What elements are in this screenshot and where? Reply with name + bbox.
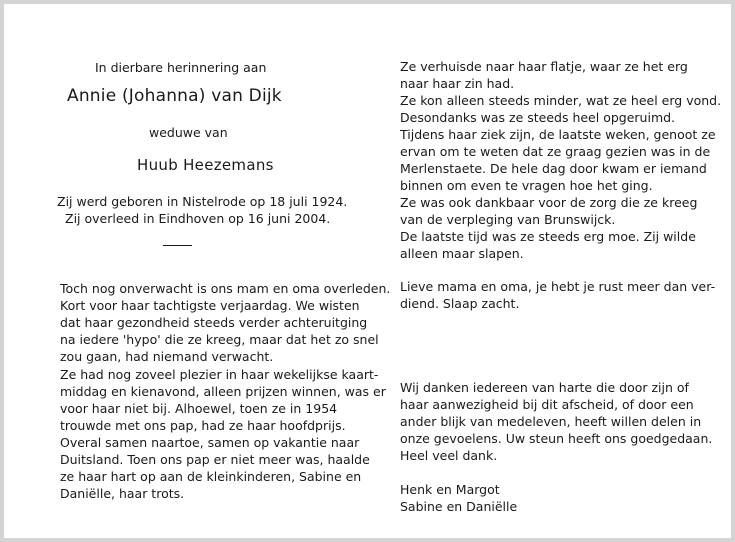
- right-page: [368, 4, 731, 538]
- text-line: diend. Slaap zacht.: [400, 296, 520, 311]
- text-line: zou gaan, had niemand verwacht.: [60, 349, 274, 364]
- text-line: Ze was ook dankbaar voor de zorg die ze kreeg: [400, 195, 698, 210]
- widow-of-line: weduwe van: [149, 125, 228, 140]
- intro-line: In dierbare herinnering aan: [95, 60, 267, 75]
- text-line: Heel veel dank.: [400, 448, 498, 463]
- text-line: dat haar gezondheid steeds verder achteruitging: [60, 315, 368, 330]
- text-line: Lieve mama en oma, je hebt je rust meer dan ver-: [400, 279, 716, 294]
- text-line: Daniëlle, haar trots.: [60, 486, 185, 501]
- signature-block: [400, 481, 517, 515]
- text-line: Ze verhuisde naar haar flatje, waar ze het erg: [400, 59, 688, 74]
- text-line: Ze kon alleen steeds minder, wat ze heel erg vond.: [400, 93, 722, 108]
- birth-line: Zij werd geboren in Nistelrode op 18 juli 1924.: [57, 194, 348, 209]
- text-line: voor haar niet bij. Alhoewel, toen ze in 1954: [60, 401, 338, 416]
- paragraph-farewell: [400, 278, 715, 312]
- text-line: na iedere 'hypo' die ze kreeg, maar dat het zo snel: [60, 332, 379, 347]
- signature-line: Henk en Margot: [400, 482, 500, 497]
- text-line: middag en kienavond, alleen prijzen winnen, was er: [60, 384, 386, 399]
- text-line: ze haar hart op aan de kleinkinderen, Sabine en: [60, 469, 362, 484]
- text-line: van de verpleging van Brunswijck.: [400, 212, 616, 227]
- text-line: haar aanwezigheid bij dit afscheid, of door een: [400, 397, 694, 412]
- signature-line: Sabine en Daniëlle: [400, 499, 518, 514]
- memorial-card: [4, 4, 731, 538]
- text-line: Wij danken iedereen van harte die door zijn of: [400, 380, 689, 395]
- husband-name: Huub Heezemans: [137, 156, 274, 174]
- text-line: Desondanks was ze steeds heel opgeruimd.: [400, 110, 676, 125]
- text-line: ander blijk van medeleven, heeft willen delen in: [400, 414, 702, 429]
- paragraph-thanks: [400, 379, 712, 464]
- text-line: binnen om even te vragen hoe het ging.: [400, 178, 653, 193]
- text-line: Overal samen naartoe, samen op vakantie naar: [60, 435, 360, 450]
- text-line: Ze had nog zoveel plezier in haar wekelijkse kaart-: [60, 367, 379, 382]
- text-line: Kort voor haar tachtigste verjaardag. We wisten: [60, 298, 360, 313]
- text-line: ervan om te weten dat ze graag gezien was in de: [400, 144, 711, 159]
- paragraph-later-years: [400, 58, 721, 262]
- text-line: alleen maar slapen.: [400, 246, 524, 261]
- divider-rule: [163, 245, 192, 246]
- text-line: Toch nog onverwacht is ons mam en oma overleden.: [60, 281, 391, 296]
- text-line: Merlenstaete. De hele dag door kwam er iemand: [400, 161, 707, 176]
- death-line: Zij overleed in Eindhoven op 16 juni 2004.: [65, 211, 331, 226]
- text-line: De laatste tijd was ze steeds erg moe. Zij wilde: [400, 229, 696, 244]
- text-line: Tijdens haar ziek zijn, de laatste weken, genoot ze: [400, 127, 716, 142]
- paragraph-unexpected: [60, 280, 390, 365]
- text-line: trouwde met ons pap, had ze haar hoofdprijs.: [60, 418, 346, 433]
- paragraph-life: [60, 366, 386, 502]
- text-line: onze gevoelens. Uw steun heeft ons goedgedaan.: [400, 431, 713, 446]
- text-line: Duitsland. Toen ons pap er niet meer was, haalde: [60, 452, 370, 467]
- text-line: naar haar zin had.: [400, 76, 515, 91]
- left-page: [4, 4, 391, 538]
- deceased-name: Annie (Johanna) van Dijk: [67, 86, 282, 106]
